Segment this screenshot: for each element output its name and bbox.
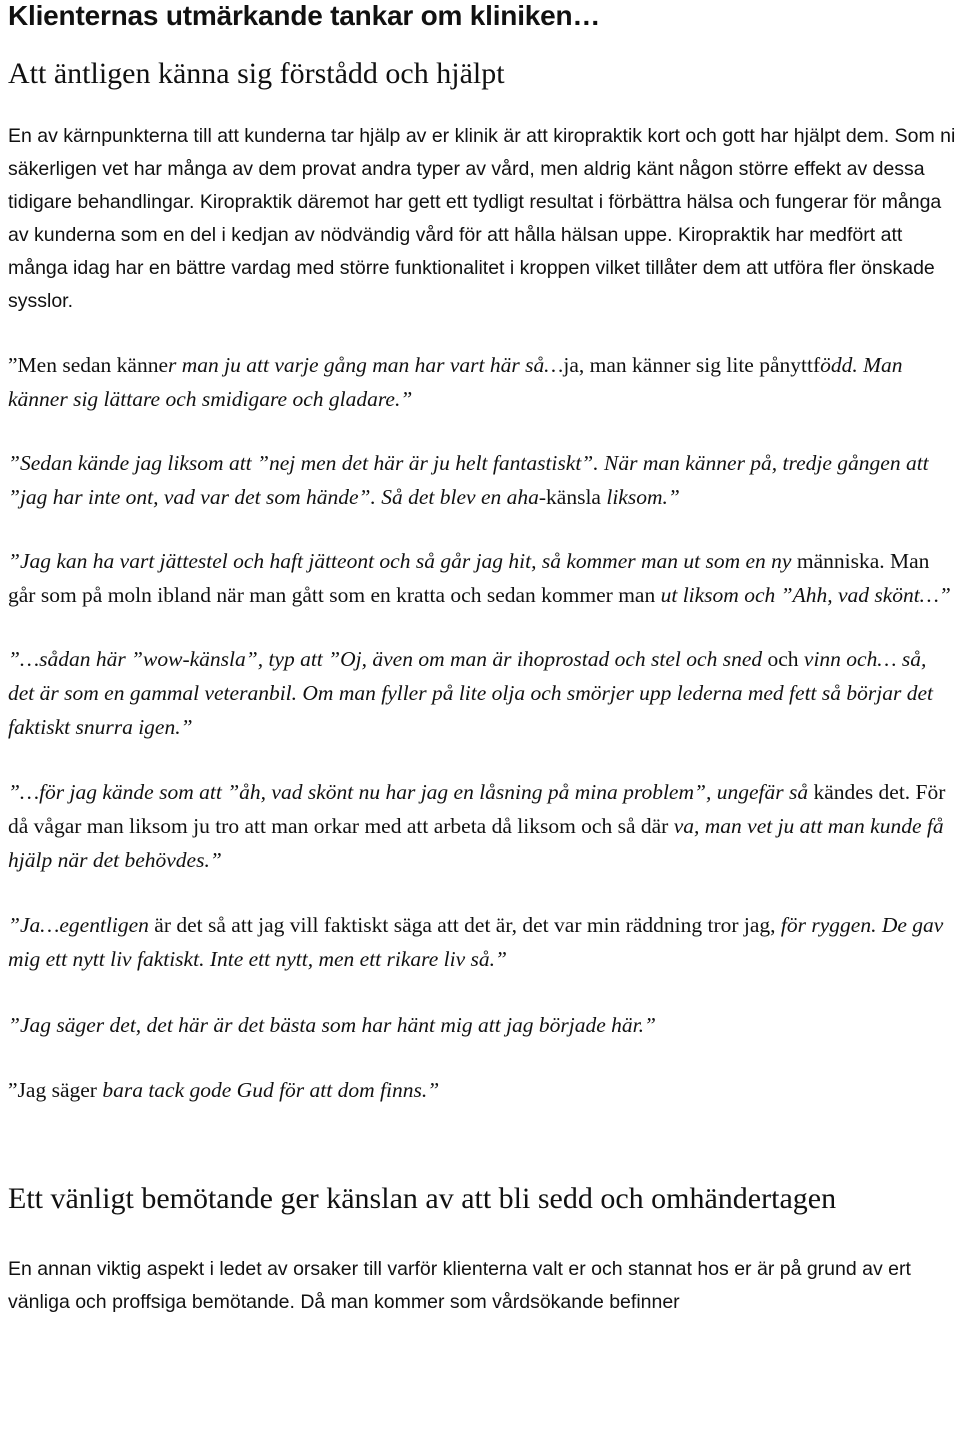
- quote-text-italic: liksom.”: [600, 485, 680, 509]
- page-title: Klienternas utmärkande tankar om kliniken…: [8, 0, 601, 31]
- quote-text-italic: ut liksom och ”Ahh, vad skönt…”: [655, 583, 951, 607]
- quote-text-italic: ”…sådan här ”wow-känsla”, typ att ”Oj, även om man är ihoprostad och stel och sned: [8, 647, 768, 671]
- quote-text-italic: bara tack gode Gud för att dom finns.”: [102, 1078, 440, 1102]
- document-page: [8, 0, 956, 1319]
- quote-text-italic: r man ju att varje gång man har vart här så…: [168, 353, 564, 377]
- quote-text-normal: människa. Man går som på moln ibland när man gått som en kratta och sedan kommer man: [8, 549, 930, 607]
- section-heading-understood: Att äntligen känna sig förstådd och hjälpt: [8, 57, 505, 90]
- quote-text-italic: ödd. Man känner sig lättare och smidigare och gladare.”: [8, 353, 903, 411]
- quote-text-italic: ”…för jag kände som att ”åh, vad skönt nu har jag en låsning på mina problem”, ungefär så: [8, 780, 814, 804]
- client-quote-5: [8, 775, 956, 877]
- quote-text-italic: vinn och… så, det är som en gammal veteranbil. Om man fyller på lite olja och smörjer upp lederna med fett så börjar det faktiskt snurra igen.”: [8, 647, 933, 739]
- quote-text-normal: kändes det. För då vågar man liksom ju tro att man orkar med att arbeta då liksom och så där: [8, 780, 946, 838]
- quote-text-italic: ”Jag säger det, det här är det bästa som har hänt mig att jag började här.”: [8, 1013, 657, 1037]
- quote-text-normal: och: [767, 647, 799, 671]
- quote-text-italic: ”Ja…egentligen: [8, 913, 155, 937]
- client-quote-6: [8, 908, 956, 976]
- quote-text-normal: ”Jag säger: [8, 1078, 103, 1102]
- quote-text-normal: känsla: [546, 485, 601, 509]
- client-quote-3: [8, 544, 956, 612]
- client-quote-1: [8, 348, 956, 416]
- quote-text-italic: va, man vet ju att man kunde få hjälp när det behövdes.”: [8, 814, 944, 872]
- quote-text-italic: ”Jag kan ha vart jättestel och haft jätteont och så går jag hit, så kommer man ut som en ny: [8, 549, 797, 573]
- quote-text-italic: för ryggen. De gav mig ett nytt liv faktiskt. Inte ett nytt, men ett rikare liv så.”: [8, 913, 944, 971]
- quote-text-normal: är det så att jag vill faktiskt säga att det är, det var min räddning tror jag,: [154, 913, 776, 937]
- section-intro-paragraph: En annan viktig aspekt i ledet av orsaker till varför klienterna valt er och stannat hos er är på grund av ert vänliga och proffsiga bemötande. Då man kommer som vårdsökande befinner: [8, 1258, 911, 1313]
- section-heading-friendly-treatment: Ett vänligt bemötande ger känslan av att bli sedd och omhändertagen: [8, 1182, 837, 1215]
- quote-text-italic: ”Sedan kände jag liksom att ”nej men det här är ju helt fantastiskt”. När man känner på, tredje gången att ”jag har inte ont, vad var det som hände”. Så det blev en aha-: [8, 451, 929, 509]
- client-quote-4: [8, 642, 956, 744]
- section-intro-paragraph: En av kärnpunkterna till att kunderna tar hjälp av er klinik är att kiropraktik kort och gott har hjälpt dem. Som ni säkerligen vet har många av dem provat andra typer av vård, men aldrig känt någon större effekt av dessa tidigare behandlingar. Kiropraktik däremot har gett ett tydligt resultat i förbättra hälsa och fungerar för många av kunderna som en del i kedjan av nödvändig vård för att hålla hälsan uppe. Kiropraktik har medfört att många idag har en bättre vardag med större funktionalitet i kroppen vilket tillåter dem att utföra fler önskade sysslor.: [8, 125, 956, 312]
- client-quote-2: [8, 446, 956, 514]
- client-quote-7: [8, 1008, 956, 1042]
- quote-text-normal: ”Men sedan känne: [8, 353, 168, 377]
- client-quote-8: [8, 1073, 956, 1107]
- quote-text-normal: ja, man känner sig lite pånyttf: [563, 353, 821, 377]
